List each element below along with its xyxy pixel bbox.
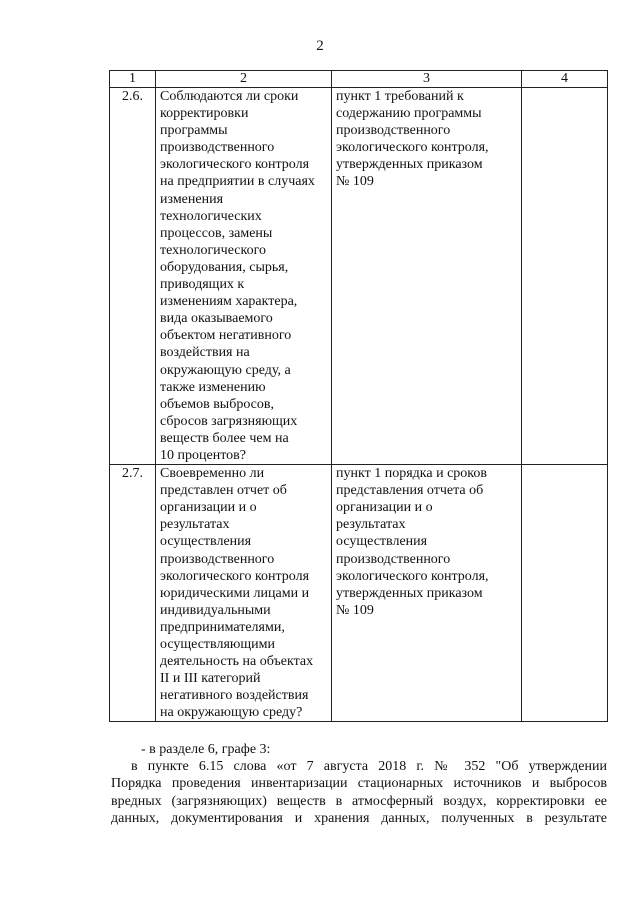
cell-line: утвержденных приказом [336,585,483,601]
cell-line: экологического контроля [160,568,310,584]
cell-line: № 109 [336,602,374,618]
cell-line: негативного воздействия [160,688,309,704]
header-col-1: 1 [110,71,156,88]
row-col4 [522,465,608,722]
paragraph-line: в пункте 6.15 слова «от 7 августа 2018 г. № 352 "Об утверждении [131,759,607,774]
cell-line: также изменению [160,379,266,395]
cell-line: осуществления [160,534,252,550]
row-reference [332,88,522,465]
cell-line: утвержденных приказом [336,157,483,173]
paragraph-line: данных, документирования и хранения данных, полученных в результате [111,811,607,827]
cell-line: осуществления [336,534,428,550]
cell-line: Соблюдаются ли сроки [160,89,299,104]
cell-line: вида оказываемого [160,311,273,327]
cell-line: деятельность на объектах [160,654,314,670]
header-col-4: 4 [522,71,608,88]
body-paragraph [111,758,607,828]
row-number: 2.7. [110,465,156,722]
cell-line: индивидуальными [160,602,271,618]
row-col4 [522,88,608,465]
row-reference [332,465,522,722]
cell-line: производственного [336,551,451,567]
cell-line: изменения [160,191,224,207]
cell-line: объектом негативного [160,328,292,344]
cell-line: предпринимателями, [160,619,285,635]
row-question [156,88,332,465]
paragraph-line: вредных (загрязняющих) веществ в атмосферный воздух, корректировки ее [111,793,607,809]
cell-line: веществ более чем на [160,430,289,446]
cell-line: экологического контроля, [336,140,489,156]
cell-line: воздействия на [160,345,250,361]
header-col-2: 2 [156,71,332,88]
cell-line: технологических [160,208,262,224]
cell-line: производственного [160,551,275,567]
table-header-row [110,71,608,88]
cell-line: 10 процентов? [160,447,246,463]
cell-line: приводящих к [160,277,245,293]
cell-line: процессов, замены [160,225,273,241]
cell-line: № 109 [336,174,374,190]
cell-line: программы [160,123,228,139]
cell-line: окружающую среду, а [160,362,291,378]
cell-line: пункт 1 требований к [336,89,464,104]
cell-line: оборудования, сырья, [160,259,289,275]
cell-line: представления отчета об [336,483,484,499]
cell-line: результатах [160,517,230,533]
section-line: - в разделе 6, графе 3: [141,742,271,757]
cell-line: пункт 1 порядка и сроков [336,466,487,482]
table-row [110,88,608,465]
cell-line: Своевременно ли [160,466,265,482]
cell-line: сбросов загрязняющих [160,413,298,429]
cell-line: объемов выбросов, [160,396,275,412]
table-row [110,465,608,722]
cell-line: на предприятии в случаях [160,174,315,190]
header-col-3: 3 [332,71,522,88]
cell-line: экологического контроля, [336,568,489,584]
cell-line: организации и о [160,500,257,516]
cell-line: производственного [336,123,451,139]
cell-line: осуществляющими [160,637,275,652]
cell-line: технологического [160,242,266,258]
cell-line: экологического контроля [160,157,310,173]
cell-line: организации и о [336,500,433,516]
row-number: 2.6. [110,88,156,465]
cell-line: содержанию программы [336,106,482,122]
requirements-table [109,70,608,722]
cell-line: корректировки [160,106,249,122]
row-question [156,465,332,722]
cell-line: на окружающую среду? [160,705,303,721]
cell-line: юридическими лицами и [160,585,310,601]
cell-line: результатах [336,517,406,533]
cell-line: представлен отчет об [160,483,287,499]
cell-line: изменениям характера, [160,294,298,310]
cell-line: производственного [160,140,275,156]
paragraph-line: Порядка проведения инвентаризации стационарных источников и выбросов [111,776,607,792]
page-number: 2 [316,38,324,54]
cell-line: II и III категорий [160,671,261,687]
